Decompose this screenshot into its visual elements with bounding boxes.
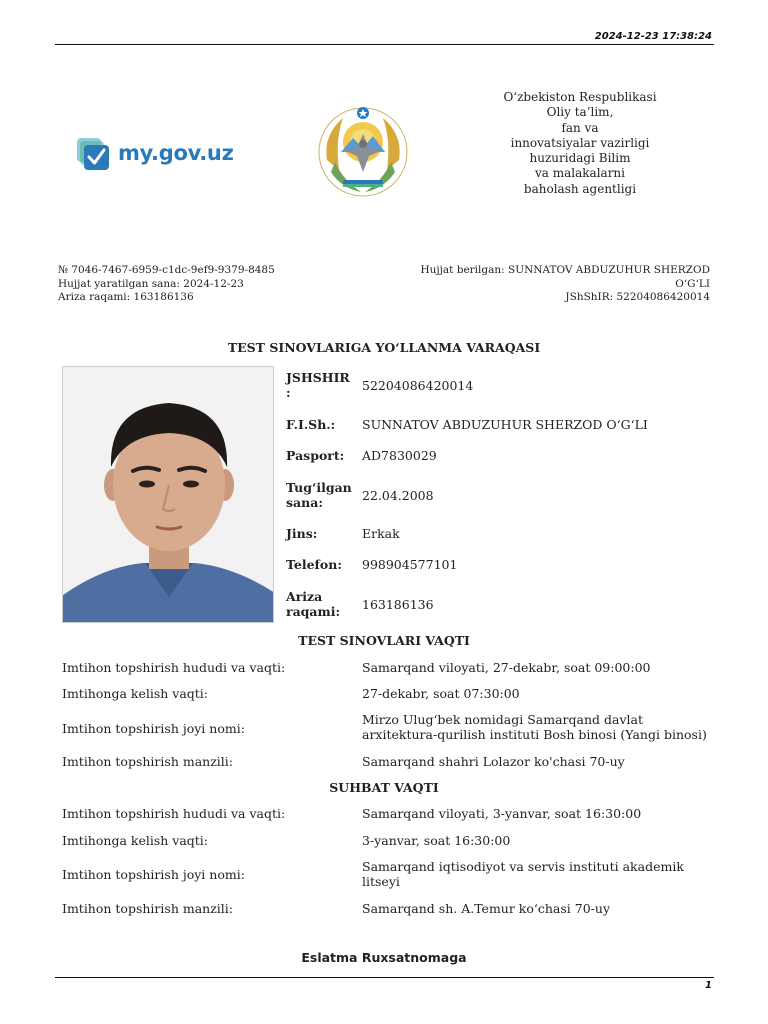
row-key: Imtihonga kelish vaqti: — [62, 833, 209, 848]
agency-line: huzuridagi Bilim — [529, 151, 631, 166]
row-key: Imtihon topshirish hududi va vaqti: — [62, 660, 286, 675]
field-label: Telefon: — [286, 557, 342, 572]
agency-line: fan va — [561, 120, 599, 135]
row-key: Imtihon topshirish manzili: — [62, 754, 233, 769]
row-value: Samarqand sh. A.Temur ko‘chasi 70-uy — [362, 901, 611, 916]
row-key: Imtihon topshirish manzili: — [62, 901, 233, 916]
application-number: Ariza raqami: 163186136 — [58, 291, 194, 304]
issued-to: Hujjat berilgan: SUNNATOV ABDUZUHUR SHERZOD — [420, 264, 710, 276]
field-value: 998904577101 — [362, 557, 458, 572]
field-label: Jins: — [286, 526, 318, 541]
row-value: Mirzo Ulug‘bek nomidagi Samarqand davlat arxitektura-qurilish instituti Bosh binosi (Yangi binosi) — [362, 712, 707, 742]
row-value: Samarqand shahri Lolazor ko'chasi 70-uy — [362, 754, 625, 769]
agency-name — [480, 90, 680, 197]
field-label: Tug‘ilgan sana: — [286, 480, 352, 510]
row-key: Imtihon topshirish hududi va vaqti: — [62, 806, 286, 821]
document-number: № 7046-7467-6959-c1dc-9ef9-9379-8485 — [58, 264, 275, 276]
field-value: 52204086420014 — [362, 378, 474, 393]
mygov-logo — [76, 133, 236, 173]
note-text: Eslatma Ruxsatnomaga — [301, 950, 467, 965]
issued-jshshir: JShShIR: 52204086420014 — [565, 291, 710, 304]
row-key: Imtihon topshirish joyi nomi: — [62, 867, 245, 882]
header-divider — [55, 44, 714, 45]
interview-section-title: SUHBAT VAQTI — [329, 780, 439, 795]
row-value: Samarqand viloyati, 27-dekabr, soat 09:00:00 — [362, 660, 651, 675]
issued-to-cont: O‘G‘LI — [675, 277, 710, 290]
agency-line: baholash agentligi — [523, 181, 637, 196]
field-value: Erkak — [362, 526, 400, 541]
row-key: Imtihon topshirish joyi nomi: — [62, 721, 245, 736]
document-created-date: Hujjat yaratilgan sana: 2024-12-23 — [58, 277, 244, 290]
document-meta-left — [58, 264, 275, 305]
field-label: JSHSHIR : — [286, 370, 350, 400]
row-value: Samarqand viloyati, 3-yanvar, soat 16:30:00 — [362, 806, 642, 821]
row-value: 3-yanvar, soat 16:30:00 — [362, 833, 511, 848]
row-key: Imtihonga kelish vaqti: — [62, 686, 209, 701]
agency-line: va malakalarni — [535, 166, 625, 181]
check-badge-icon — [76, 135, 112, 171]
document-datetime: 2024-12-23 17:38:24 — [594, 31, 712, 42]
state-emblem — [313, 100, 413, 200]
document-meta-right — [390, 264, 710, 305]
test-section-title: TEST SINOVLARI VAQTI — [298, 633, 470, 648]
field-value: SUNNATOV ABDUZUHUR SHERZOD O‘G‘LI — [362, 417, 648, 432]
field-value: 163186136 — [362, 597, 434, 612]
mygov-logo-text: my.gov.uz — [118, 141, 234, 165]
field-label: Ariza raqami: — [286, 589, 341, 619]
agency-line: Oliy ta’lim, — [546, 105, 614, 120]
page-number: 1 — [705, 980, 712, 991]
document-title: TEST SINOVLARIGA YO‘LLANMA VARAQASI — [227, 340, 541, 355]
agency-line: O‘zbekiston Respublikasi — [503, 90, 657, 104]
field-label: F.I.Sh.: — [286, 417, 336, 432]
agency-line: innovatsiyalar vazirligi — [510, 135, 650, 150]
footer-divider — [55, 977, 714, 978]
applicant-photo — [62, 366, 274, 623]
field-label: Pasport: — [286, 448, 345, 463]
field-value: AD7830029 — [362, 448, 437, 463]
row-value: 27-dekabr, soat 07:30:00 — [362, 686, 520, 701]
field-value: 22.04.2008 — [362, 488, 434, 503]
row-value: Samarqand iqtisodiyot va servis instituti akademik litseyi — [362, 859, 684, 889]
